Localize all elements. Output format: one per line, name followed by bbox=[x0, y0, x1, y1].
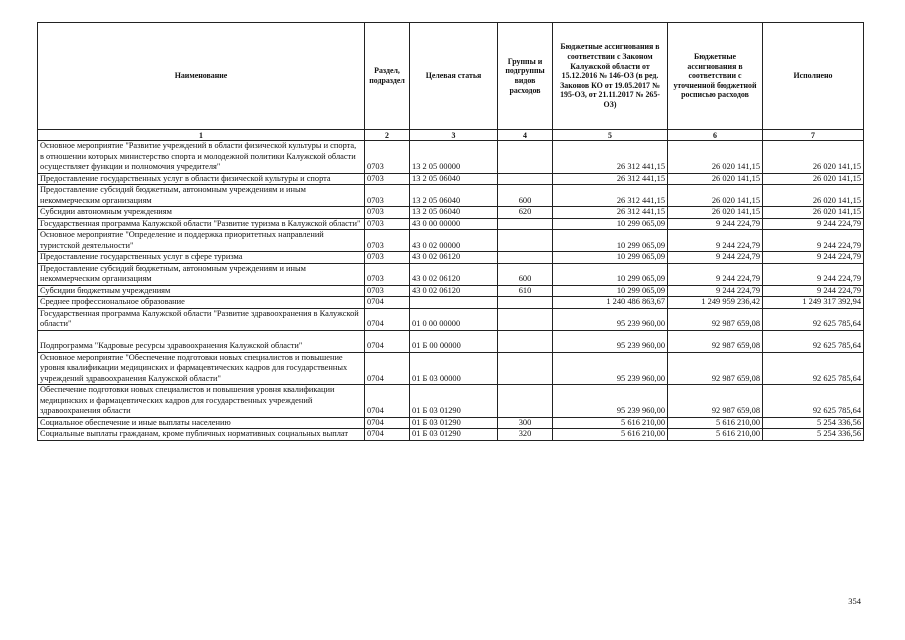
budget-execution-table bbox=[37, 22, 864, 441]
row-name: Субсидии автономным учреждениям bbox=[38, 207, 365, 219]
row-refined-amount: 5 616 210,00 bbox=[668, 417, 763, 429]
row-name: Социальные выплаты гражданам, кроме публичных нормативных социальных выплат bbox=[38, 429, 365, 441]
row-refined-amount: 92 987 659,08 bbox=[668, 352, 763, 385]
row-refined-amount: 5 616 210,00 bbox=[668, 429, 763, 441]
row-group bbox=[498, 218, 553, 230]
row-law-amount: 5 616 210,00 bbox=[553, 417, 668, 429]
row-target: 13 2 05 00000 bbox=[410, 141, 498, 174]
row-section: 0704 bbox=[365, 308, 410, 330]
row-name: Подпрограмма "Кадровые ресурсы здравоохранения Калужской области" bbox=[38, 330, 365, 352]
row-group bbox=[498, 308, 553, 330]
row-target: 01 Б 03 01290 bbox=[410, 385, 498, 418]
table-row bbox=[38, 352, 864, 385]
row-name: Социальное обеспечение и иные выплаты населению bbox=[38, 417, 365, 429]
header-target: Целевая статья bbox=[410, 23, 498, 130]
row-law-amount: 10 299 065,09 bbox=[553, 285, 668, 297]
table-row bbox=[38, 141, 864, 174]
row-refined-amount: 26 020 141,15 bbox=[668, 185, 763, 207]
row-group bbox=[498, 252, 553, 264]
row-refined-amount: 9 244 224,79 bbox=[668, 263, 763, 285]
row-law-amount: 26 312 441,15 bbox=[553, 185, 668, 207]
row-executed-amount: 5 254 336,56 bbox=[763, 417, 864, 429]
row-executed-amount: 92 625 785,64 bbox=[763, 308, 864, 330]
row-law-amount: 26 312 441,15 bbox=[553, 173, 668, 185]
row-target: 01 Б 03 00000 bbox=[410, 352, 498, 385]
row-target: 43 0 02 06120 bbox=[410, 252, 498, 264]
row-target: 13 2 05 06040 bbox=[410, 173, 498, 185]
row-section: 0704 bbox=[365, 297, 410, 309]
row-section: 0704 bbox=[365, 417, 410, 429]
row-refined-amount: 92 987 659,08 bbox=[668, 385, 763, 418]
row-law-amount: 5 616 210,00 bbox=[553, 429, 668, 441]
row-executed-amount: 26 020 141,15 bbox=[763, 207, 864, 219]
row-target: 13 2 05 06040 bbox=[410, 185, 498, 207]
row-law-amount: 10 299 065,09 bbox=[553, 218, 668, 230]
header-refined-allocation: Бюджетные ассигнования в соответствии с уточненной бюджетной росписью расходов bbox=[668, 23, 763, 130]
row-refined-amount: 26 020 141,15 bbox=[668, 141, 763, 174]
col-number: 1 bbox=[38, 130, 365, 141]
row-refined-amount: 9 244 224,79 bbox=[668, 285, 763, 297]
table-row bbox=[38, 207, 864, 219]
row-executed-amount: 1 249 317 392,94 bbox=[763, 297, 864, 309]
row-target: 01 Б 00 00000 bbox=[410, 330, 498, 352]
row-section: 0703 bbox=[365, 230, 410, 252]
row-name: Государственная программа Калужской области "Развитие туризма в Калужской области" bbox=[38, 218, 365, 230]
row-law-amount: 95 239 960,00 bbox=[553, 308, 668, 330]
row-law-amount: 95 239 960,00 bbox=[553, 352, 668, 385]
row-name: Основное мероприятие "Развитие учреждений в области физической культуры и спорта, в отношении которых министерство спорта и молодежной политики Калужской области осуществляет функции и полномочия учредителя" bbox=[38, 141, 365, 174]
row-group bbox=[498, 230, 553, 252]
row-executed-amount: 26 020 141,15 bbox=[763, 141, 864, 174]
table-row bbox=[38, 263, 864, 285]
table-row bbox=[38, 429, 864, 441]
row-executed-amount: 26 020 141,15 bbox=[763, 173, 864, 185]
row-name: Предоставление субсидий бюджетным, автономным учреждениям и иным некоммерческим организациям bbox=[38, 185, 365, 207]
row-refined-amount: 26 020 141,15 bbox=[668, 207, 763, 219]
row-law-amount: 26 312 441,15 bbox=[553, 141, 668, 174]
row-target: 43 0 02 06120 bbox=[410, 263, 498, 285]
row-section: 0703 bbox=[365, 263, 410, 285]
table-row bbox=[38, 297, 864, 309]
row-section: 0703 bbox=[365, 218, 410, 230]
row-law-amount: 10 299 065,09 bbox=[553, 252, 668, 264]
row-name: Государственная программа Калужской области "Развитие здравоохранения в Калужской области" bbox=[38, 308, 365, 330]
row-target: 01 Б 03 01290 bbox=[410, 429, 498, 441]
col-number: 6 bbox=[668, 130, 763, 141]
row-section: 0703 bbox=[365, 207, 410, 219]
row-target: 01 0 00 00000 bbox=[410, 308, 498, 330]
row-executed-amount: 26 020 141,15 bbox=[763, 185, 864, 207]
row-section: 0704 bbox=[365, 429, 410, 441]
row-section: 0703 bbox=[365, 252, 410, 264]
table-row bbox=[38, 230, 864, 252]
row-name: Основное мероприятие "Определение и поддержка приоритетных направлений туристской деятельности" bbox=[38, 230, 365, 252]
row-executed-amount: 9 244 224,79 bbox=[763, 263, 864, 285]
row-refined-amount: 26 020 141,15 bbox=[668, 173, 763, 185]
row-group: 600 bbox=[498, 263, 553, 285]
row-group: 300 bbox=[498, 417, 553, 429]
row-group: 620 bbox=[498, 207, 553, 219]
row-executed-amount: 5 254 336,56 bbox=[763, 429, 864, 441]
row-executed-amount: 92 625 785,64 bbox=[763, 385, 864, 418]
table-row bbox=[38, 173, 864, 185]
row-section: 0703 bbox=[365, 285, 410, 297]
table-row bbox=[38, 308, 864, 330]
column-number-row bbox=[38, 130, 864, 141]
table-row bbox=[38, 218, 864, 230]
table-row bbox=[38, 330, 864, 352]
row-section: 0704 bbox=[365, 385, 410, 418]
col-number: 2 bbox=[365, 130, 410, 141]
row-target: 13 2 05 06040 bbox=[410, 207, 498, 219]
row-target: 43 0 02 06120 bbox=[410, 285, 498, 297]
header-section: Раздел, подраздел bbox=[365, 23, 410, 130]
col-number: 5 bbox=[553, 130, 668, 141]
col-number: 7 bbox=[763, 130, 864, 141]
header-group: Группы и подгруппы видов расходов bbox=[498, 23, 553, 130]
row-name: Среднее профессиональное образование bbox=[38, 297, 365, 309]
row-group bbox=[498, 141, 553, 174]
row-law-amount: 10 299 065,09 bbox=[553, 230, 668, 252]
row-executed-amount: 9 244 224,79 bbox=[763, 285, 864, 297]
row-law-amount: 10 299 065,09 bbox=[553, 263, 668, 285]
page-number: 354 bbox=[848, 596, 861, 606]
header-law-allocation: Бюджетные ассигнования в соответствии с Законом Калужской области от 15.12.2016 № 146-ОЗ (в ред. Законов КО от 19.05.2017 № 195-ОЗ, от 21.11.2017 № 265-ОЗ) bbox=[553, 23, 668, 130]
table-row bbox=[38, 417, 864, 429]
row-refined-amount: 92 987 659,08 bbox=[668, 308, 763, 330]
row-section: 0704 bbox=[365, 352, 410, 385]
row-name: Субсидии бюджетным учреждениям bbox=[38, 285, 365, 297]
header-executed: Исполнено bbox=[763, 23, 864, 130]
row-section: 0703 bbox=[365, 173, 410, 185]
row-law-amount: 1 240 486 863,67 bbox=[553, 297, 668, 309]
header-row bbox=[38, 23, 864, 130]
row-refined-amount: 9 244 224,79 bbox=[668, 218, 763, 230]
table-row bbox=[38, 185, 864, 207]
row-group: 610 bbox=[498, 285, 553, 297]
col-number: 3 bbox=[410, 130, 498, 141]
row-law-amount: 95 239 960,00 bbox=[553, 330, 668, 352]
row-target: 43 0 02 00000 bbox=[410, 230, 498, 252]
row-target bbox=[410, 297, 498, 309]
row-executed-amount: 9 244 224,79 bbox=[763, 218, 864, 230]
row-target: 01 Б 03 01290 bbox=[410, 417, 498, 429]
row-law-amount: 95 239 960,00 bbox=[553, 385, 668, 418]
row-group bbox=[498, 330, 553, 352]
row-refined-amount: 9 244 224,79 bbox=[668, 230, 763, 252]
row-name: Предоставление государственных услуг в сфере туризма bbox=[38, 252, 365, 264]
row-section: 0703 bbox=[365, 185, 410, 207]
row-group bbox=[498, 173, 553, 185]
row-group bbox=[498, 352, 553, 385]
row-group bbox=[498, 297, 553, 309]
row-executed-amount: 92 625 785,64 bbox=[763, 330, 864, 352]
row-refined-amount: 92 987 659,08 bbox=[668, 330, 763, 352]
row-section: 0703 bbox=[365, 141, 410, 174]
row-refined-amount: 1 249 959 236,42 bbox=[668, 297, 763, 309]
row-executed-amount: 9 244 224,79 bbox=[763, 252, 864, 264]
row-name: Предоставление государственных услуг в области физической культуры и спорта bbox=[38, 173, 365, 185]
table-row bbox=[38, 285, 864, 297]
row-name: Обеспечение подготовки новых специалистов и повышения уровня квалификации медицинских и фармацевтических кадров для государственных учреждений здравоохранения области bbox=[38, 385, 365, 418]
row-group: 320 bbox=[498, 429, 553, 441]
col-number: 4 bbox=[498, 130, 553, 141]
row-name: Предоставление субсидий бюджетным, автономным учреждениям и иным некоммерческим организациям bbox=[38, 263, 365, 285]
row-executed-amount: 9 244 224,79 bbox=[763, 230, 864, 252]
row-name: Основное мероприятие "Обеспечение подготовки новых специалистов и повышение уровня квалификации медицинских и фармацевтических кадров для государственных учреждений здравоохранения Калужской области" bbox=[38, 352, 365, 385]
table-row bbox=[38, 385, 864, 418]
row-target: 43 0 00 00000 bbox=[410, 218, 498, 230]
table-row bbox=[38, 252, 864, 264]
row-group: 600 bbox=[498, 185, 553, 207]
row-refined-amount: 9 244 224,79 bbox=[668, 252, 763, 264]
row-law-amount: 26 312 441,15 bbox=[553, 207, 668, 219]
row-executed-amount: 92 625 785,64 bbox=[763, 352, 864, 385]
row-group bbox=[498, 385, 553, 418]
header-name: Наименование bbox=[38, 23, 365, 130]
row-section: 0704 bbox=[365, 330, 410, 352]
